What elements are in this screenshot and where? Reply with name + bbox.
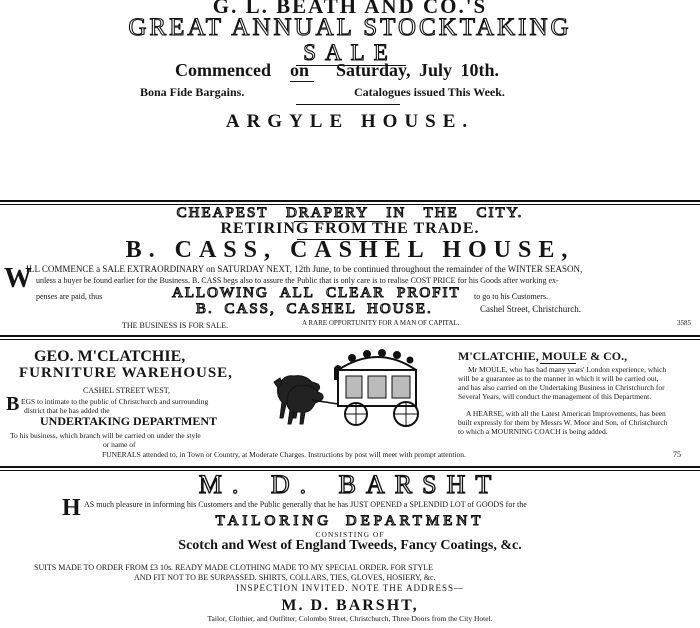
cass-line3-end: to go to his Customers. [474,292,549,301]
barsht-inspection: INSPECTION INVITED. NOTE THE ADDRESS— [235,583,465,593]
mclatchie-dropcap: B [6,393,20,415]
mclatchie-moule2: will be a guarantee as to the manner in which it will be carried out, [458,374,659,383]
mclatchie-hearse1: A HEARSE, with all the Latest American Improvements, has been [466,409,666,418]
beath-title: GREAT ANNUAL STOCKTAKING [128,14,572,41]
mclatchie-number: 75 [673,450,681,459]
beath-heading: G. L. BEATH AND CO.'S [212,0,488,18]
mclatchie-hearse2: built expressly for them by Messrs W. Moor and Son, of Christchurch [458,418,668,427]
barsht-name2: M. D. BARSHT, [281,597,419,614]
mclatchie-moule1: Mr MOULE, who has had many years' London experience, which [468,365,667,374]
beath-commenced: Commenced [175,60,271,80]
beath-argyle-house: ARGYLE HOUSE. [225,111,475,132]
mclatchie-warehouse: FURNITURE WAREHOUSE, [19,365,233,381]
mclatchie-begs2: district that he has added the [24,406,110,415]
cass-address: Cashel Street, Christchurch. [480,304,581,314]
barsht-tweeds: Scotch and West of England Tweeds, Fancy Coatings, &c. [178,538,522,553]
cass-retiring: RETIRING FROM THE TRADE. [220,220,480,237]
barsht-suits1: SUITS MADE TO ORDER FROM £3 10s. READY MADE CLOTHING MADE TO MY SPECIAL ORDER. FOR STYLE [34,563,433,572]
mclatchie-name: GEO. M'CLATCHIE, [34,348,186,365]
cass-line3: penses are paid, thus [36,292,103,301]
cass-for-sale: THE BUSINESS IS FOR SALE. [122,321,229,330]
cass-name: B. CASS, CASHEL HOUSE, [125,237,575,263]
beath-catalogues: Catalogues issued This Week. [354,85,505,99]
hearse-illustration [272,342,430,430]
mclatchie-business2: or name of [103,440,136,449]
mclatchie-firm: M'CLATCHIE, MOULE & CO., [458,349,628,363]
barsht-dept: TAILORING DEPARTMENT [215,513,485,529]
cass-allowing: ALLOWING ALL CLEAR PROFIT [172,285,461,301]
mclatchie-hearse3: to which a MOURNING COACH is being added. [458,427,608,436]
mclatchie-funerals: FUNERALS attended to, in Town or Country, at Moderate Charges. Instructions by post will meet with prompt attention. [102,450,466,459]
beath-bargains: Bona Fide Bargains. [140,85,245,99]
cass-dropcap: W [4,263,32,294]
mclatchie-moule3: and has also carried on the Undertaking Business in Christchurch for [458,383,665,392]
barsht-suits2: AND FIT NOT TO BE SURPASSED. SHIRTS, COLLARS, TIES, GLOVES, HOSIERY, &c. [134,573,436,582]
barsht-name: M. D. BARSHT [198,470,502,499]
mclatchie-business1: To his business, which branch will be carried on under the style [10,431,201,440]
mclatchie-dept: UNDERTAKING DEPARTMENT [40,414,218,428]
mclatchie-begs1: EGS to intimate to the public of Christchurch and surrounding [21,397,209,406]
barsht-address: Tailor, Clothier, and Outfitter, Colombo Street, Christchurch, Three Doors from the City Hotel. [207,614,493,623]
cass-opportunity: A RARE OPPORTUNITY FOR A MAN OF CAPITAL. [302,319,460,327]
rule-2 [0,335,700,337]
rule-1 [0,200,700,202]
rule-3 [0,466,700,468]
cass-cheapest: CHEAPEST DRAPERY IN THE CITY. [176,205,524,221]
barsht-consisting: CONSISTING OF [315,530,385,539]
beath-date: Saturday, July 10th. [336,60,500,80]
cass-number: 3585 [677,319,691,327]
cass-line2: unless a buyer be found earlier for the Business. B. CASS begs also to assure the Public that is only care is to realise COST PRICE for his Goods after working ex- [36,276,559,285]
beath-sale: SALE [303,40,397,65]
mclatchie-moule4: Several Years, will conduct the management of this Department. [458,392,652,401]
cass-name2: B. CASS, CASHEL HOUSE. [196,301,433,317]
barsht-dropcap: H [62,495,81,521]
mclatchie-street: CASHEL STREET WEST, [83,386,171,395]
barsht-has1: AS much pleasure in informing his Customers and the Public generally that he has JUST OPENED a SPLENDID LOT of GOODS for the [84,500,527,509]
cass-line1: ILL COMMENCE a SALE EXTRAORDINARY on SATURDAY NEXT, 12th June, to be continued throughout the remainder of the WINTER SEASON, [26,264,583,274]
beath-on: on [290,60,310,80]
